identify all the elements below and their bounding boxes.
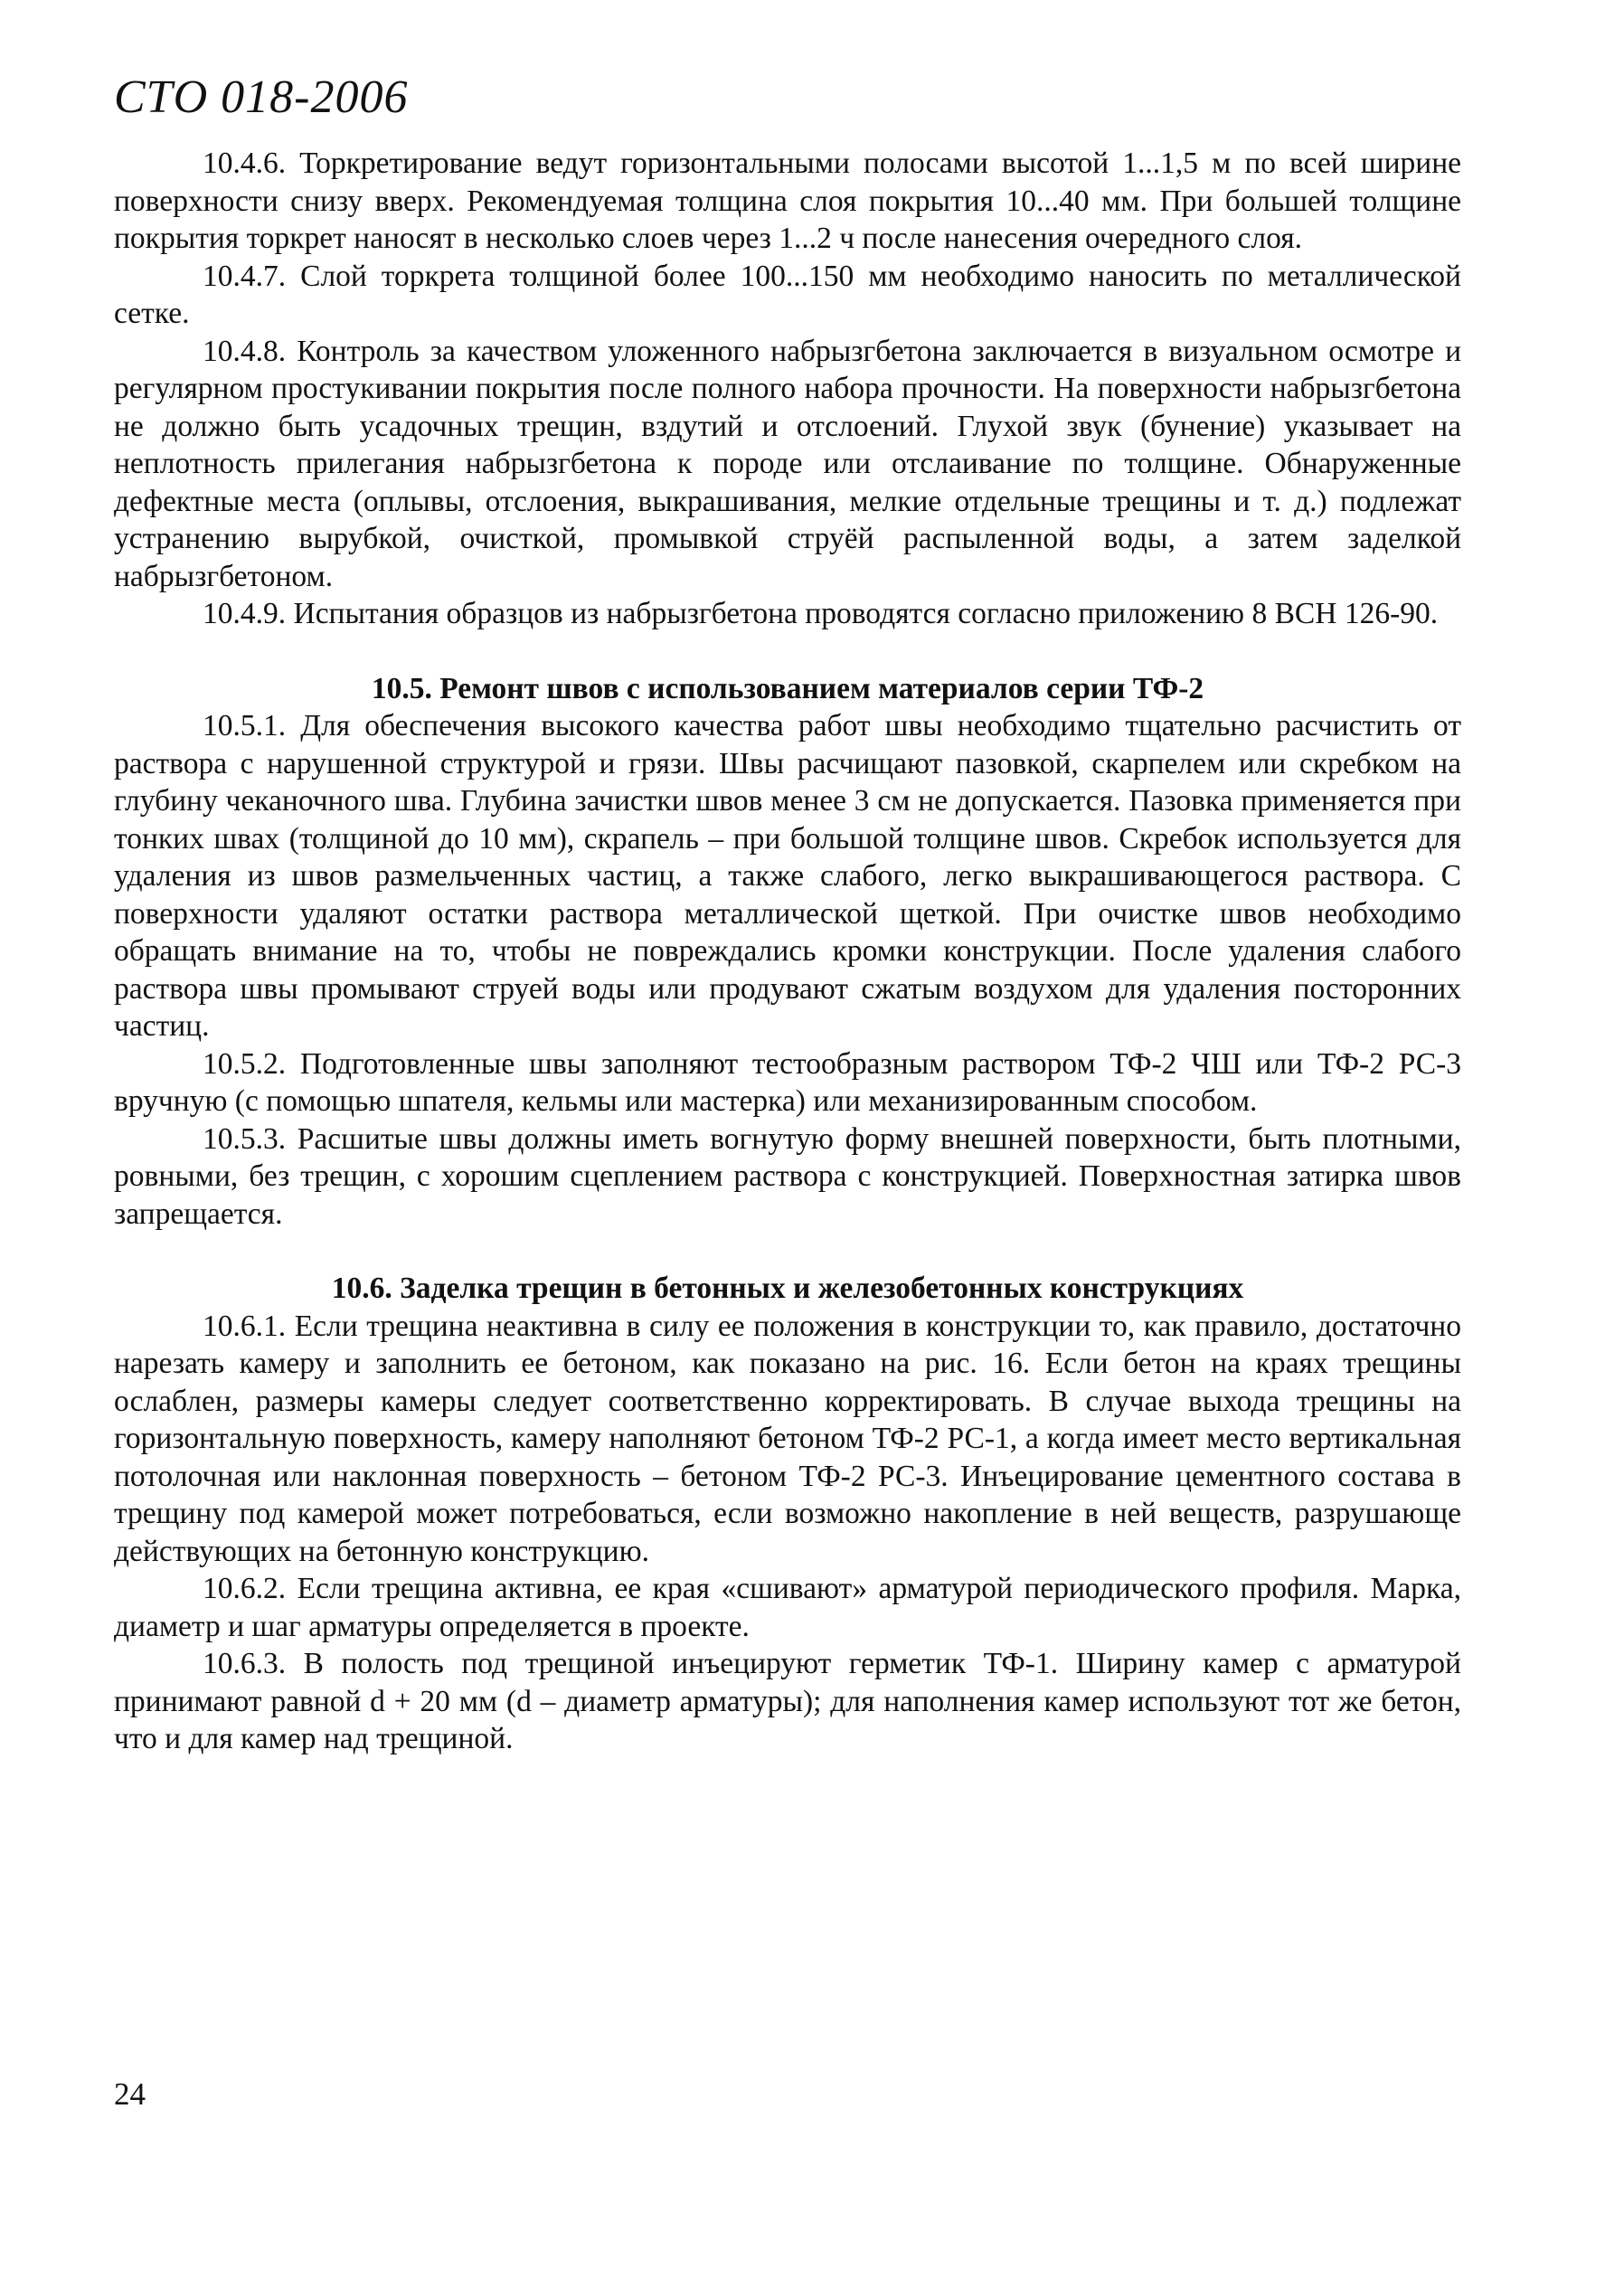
section-10-6 [114, 1270, 1461, 1758]
page-number: 24 [114, 2076, 146, 2112]
section-spacer [114, 633, 1461, 670]
paragraph-10-4-9: 10.4.9. Испытания образцов из набрызгбетона проводятся согласно приложению 8 ВСН 126-90. [203, 597, 1439, 630]
paragraph-10-4-6: 10.4.6. Торкретирование ведут горизонтальными полосами высотой 1...1,5 м по всей ширине поверхности снизу вверх. Рекомендуемая толщина слоя покрытия 10...40 мм. При большей толщине покрытия торкрет наносят в несколько слоев через 1...2 ч после нанесения очередного слоя. [114, 147, 1461, 255]
paragraph-10-4-7: 10.4.7. Слой торкрета толщиной более 100...150 мм необходимо наносить по металлической сетке. [114, 259, 1461, 330]
document-body [114, 145, 1461, 1758]
paragraph-10-4-8: 10.4.8. Контроль за качеством уложенного набрызгбетона заключается в визуальном осмотре и регулярном простукивании покрытия после полного набора прочности. На поверхности набрызгбетона не должно быть усадочных трещин, вздутий и отслоений. Глухой звук (бунение) указывает на неплотность прилегания набрызгбетона к породе или отслаивание по толщине. Обнаруженные дефектные места (оплывы, отслоения, выкрашивания, мелкие отдельные трещины и т. д.) подлежат устранению вырубкой, очисткой, промывкой струёй распыленной воды, а затем заделкой набрызгбетоном. [114, 334, 1461, 593]
paragraph-10-5-3: 10.5.3. Расшитые швы должны иметь вогнутую форму внешней поверхности, быть плотными, ровными, без трещин, с хорошим сцеплением раствора с конструкцией. Поверхностная затирка швов запрещается. [114, 1121, 1461, 1231]
paragraph-10-5-1: 10.5.1. Для обеспечения высокого качества работ швы необходимо тщательно расчистить от раствора с нарушенной структурой и грязи. Швы расчищают пазовкой, скарпелем или скребком на глубину чеканочного шва. Глубина зачистки швов менее 3 см не допускается. Пазовка применяется при тонких швах (толщиной до 10 мм), скрапель – при большой толщине швов. Скребок используется для удаления из швов размельченных частиц, а также слабого, легко выкрашивающегося раствора. С поверхности удаляют остатки раствора металлической щеткой. При очистке швов необходимо обращать внимание на то, чтобы не повреждались кромки конструкции. После удаления слабого раствора швы промывают струей воды или продувают сжатым воздухом для удаления посторонних частиц. [114, 709, 1461, 1043]
section-10-5 [114, 670, 1461, 1234]
section-heading-10-6: 10.6. Заделка трещин в бетонных и железобетонных конструкциях [331, 1272, 1244, 1305]
paragraph-10-6-2: 10.6.2. Если трещина активна, ее края «сшивают» арматурой периодического профиля. Марка, диаметр и шаг арматуры определяется в проекте. [114, 1572, 1461, 1643]
paragraph-10-5-2: 10.5.2. Подготовленные швы заполняют тестообразным раствором ТФ-2 ЧШ или ТФ-2 РС-3 вручную (с помощью шпателя, кельмы или мастерка) или механизированным способом. [114, 1046, 1461, 1118]
section-10-4-continued [114, 145, 1461, 633]
section-heading-10-5: 10.5. Ремонт швов с использованием материалов серии ТФ-2 [371, 671, 1204, 705]
paragraph-10-6-3: 10.6.3. В полость под трещиной инъецируют герметик ТФ-1. Ширину камер с арматурой принимают равной d + 20 мм (d – диаметр арматуры); для наполнения камер используют тот же бетон, что и для камер над трещиной. [114, 1647, 1461, 1755]
section-spacer [114, 1233, 1461, 1270]
document-code: СТО 018-2006 [114, 71, 409, 123]
paragraph-10-6-1: 10.6.1. Если трещина неактивна в силу ее положения в конструкции то, как правило, достаточно нарезать камеру и заполнить ее бетоном, как показано на рис. 16. Если бетон на краях трещины ослаблен, размеры камеры следует соответственно корректировать. В случае выхода трещины на горизонтальную поверхность, камеру наполняют бетоном ТФ-2 РС-1, а когда имеет место вертикальная потолочная или наклонная поверхность – бетоном ТФ-2 РС-3. Инъецирование цементного состава в трещину под камерой может потребоваться, если возможно накопление в ней веществ, разрушающе действующих на бетонную конструкцию. [114, 1309, 1461, 1568]
